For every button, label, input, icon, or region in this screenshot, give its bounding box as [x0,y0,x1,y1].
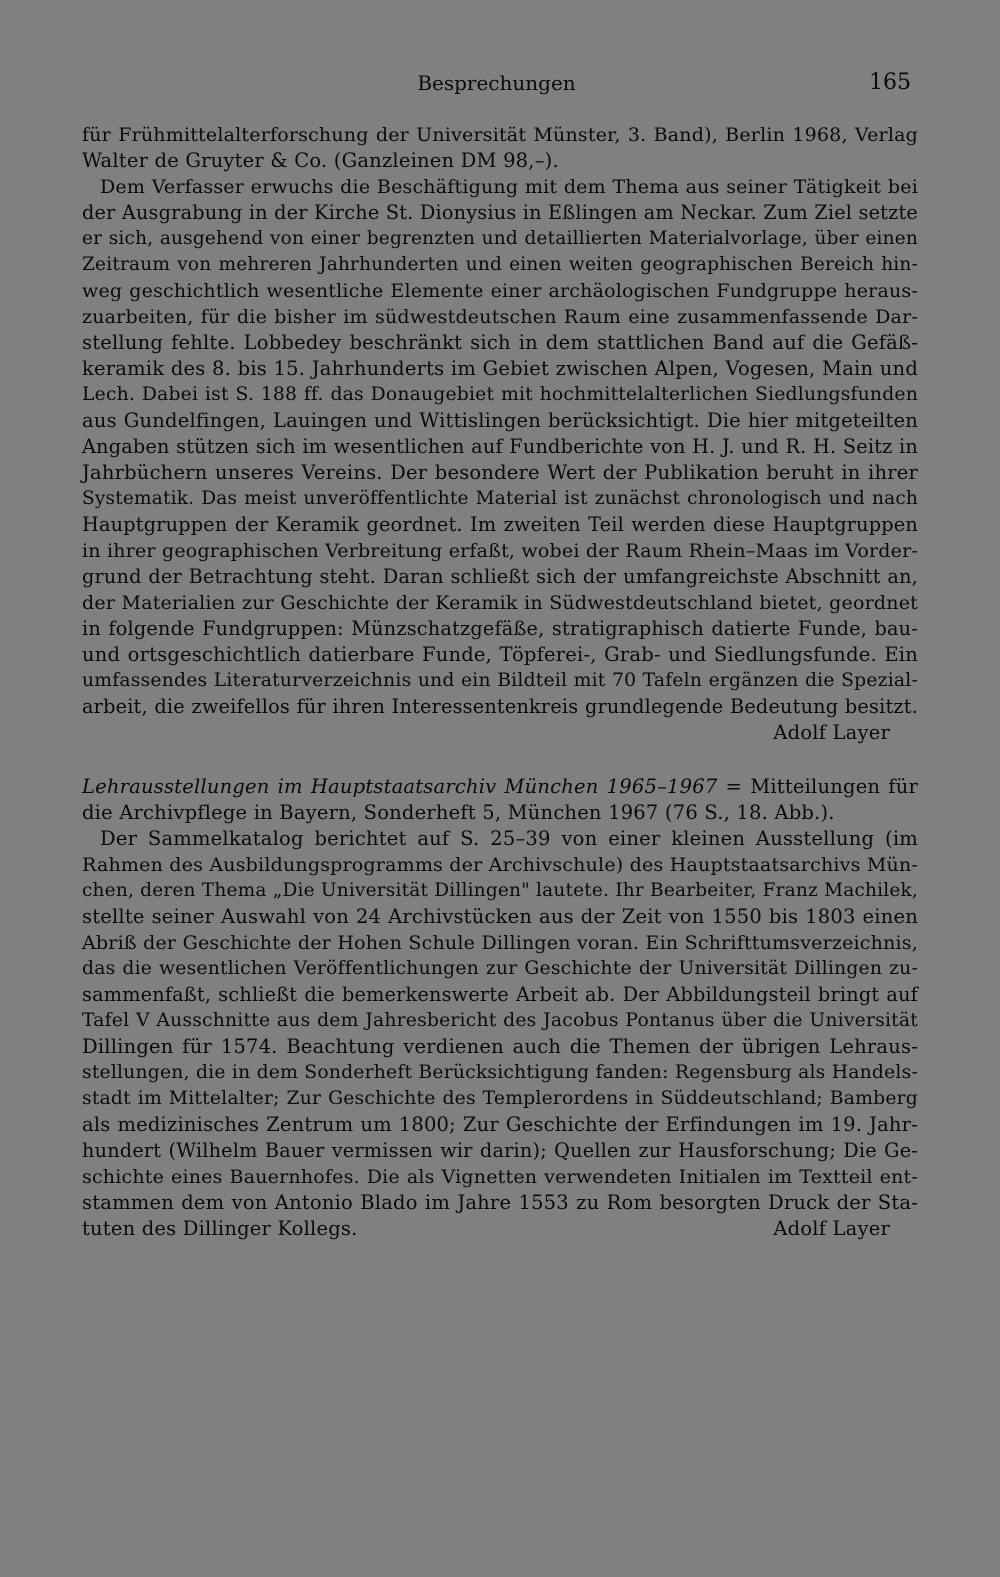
text-line: chen, deren Thema „Die Universität Dillingen" lautete. Ihr Bearbeiter, Franz Machilek, [82,880,918,901]
text-line: Tafel V Ausschnitte aus dem Jahresbericht des Jacobus Pontanus über die Universität [82,1010,918,1031]
text-line: umfassendes Literaturverzeichnis und ein Bildteil mit 70 Tafeln ergänzen die Spezial- [82,670,918,691]
text-line: die Archivpflege in Bayern, Sonderheft 5, München 1967 (76 S., 18. Abb.). [82,801,835,824]
text-line: der Ausgrabung in der Kirche St. Dionysius in Eßlingen am Neckar. Zum Ziel setzte [82,201,918,224]
text-line: Abriß der Geschichte der Hohen Schule Dillingen voran. Ein Schrifttumsverzeichnis, [82,932,918,954]
text-line: tuten des Dillinger Kollegs. [82,1217,358,1240]
text-line: Zeitraum von mehreren Jahrhunderten und einen weiten geographischen Bereich hin- [82,254,918,275]
text-line: Lech. Dabei ist S. 188 ff. das Donaugebiet mit hochmittelalterlichen Siedlungsfunden [82,384,918,405]
text-line: sammenfaßt, schließt die bemerkenswerte Arbeit ab. Der Abbildungsteil bringt auf [82,983,918,1006]
text-line: Rahmen des Ausbildungsprogramms der Archivschule) des Hauptstaatsarchivs Mün- [82,854,918,876]
header-title: Besprechungen [417,71,576,95]
text-line: stadt im Mittelalter; Zur Geschichte des Templerordens in Süddeutschland; Bamberg [82,1088,918,1109]
author-signature: Adolf Layer [773,721,890,744]
text-line: zuarbeiten, für die bisher im südwestdeutschen Raum eine zusammenfassende Dar- [82,306,918,328]
text-line: Dem Verfasser erwuchs die Beschäftigung mit dem Thema aus seiner Tätigkeit bei [100,176,918,198]
text-line: Dillingen für 1574. Beachtung verdienen auch die Themen der übrigen Lehraus- [82,1035,918,1058]
author-signature: Adolf Layer [773,1217,890,1240]
text-line: für Frühmittelalterforschung der Universität Münster, 3. Band), Berlin 1968, Verlag [82,124,918,146]
review-2 [82,774,918,1242]
text-line: arbeit, die zweifellos für ihren Interessentenkreis grundlegende Bedeutung besitzt. [82,695,918,718]
text-line: in folgende Fundgruppen: Münzschatzgefäße, stratigraphisch datierte Funde, bau- [82,617,918,640]
text-line: er sich, ausgehend von einer begrenzten und detaillierten Materialvorlage, über einen [82,228,918,249]
text-line: weg geschichtlich wesentliche Elemente einer archäologischen Fundgruppe heraus- [82,280,918,302]
text-line: Systematik. Das meist unveröffentlichte Material ist zunächst chronologisch und nach [82,488,918,509]
review-title-line [82,774,918,800]
text-line: und ortsgeschichtlich datierbare Funde, Töpferei-, Grab- und Siedlungsfunde. Ein [82,643,918,666]
running-header [82,66,911,100]
final-line [82,1216,918,1242]
text-line: der Materialien zur Geschichte der Keramik in Südwestdeutschland bietet, geordnet [82,592,918,614]
text-line: Hauptgruppen der Keramik geordnet. Im zweiten Teil werden diese Hauptgruppen [82,513,918,536]
text-line: schichte eines Bauernhofes. Die als Vignetten verwendeten Initialen im Textteil ent- [82,1166,918,1188]
text-line: stellte seiner Auswahl von 24 Archivstücken aus der Zeit von 1550 bis 1803 einen [82,905,918,928]
text-line: Walter de Gruyter & Co. (Ganzleinen DM 98,–). [82,149,559,172]
page-number: 165 [869,70,911,95]
series-info: = Mitteilungen für [717,775,918,798]
text-line: Der Sammelkatalog berichtet auf S. 25–39 von einer kleinen Ausstellung (im [100,827,918,850]
text-line: stammen dem von Antonio Blado im Jahre 1553 zu Rom besorgten Druck der Sta- [82,1191,918,1214]
book-title: Lehrausstellungen im Hauptstaatsarchiv München 1965–1967 [82,775,718,798]
text-line: Jahrbüchern unseres Vereins. Der besondere Wert der Publikation beruht in ihrer [82,461,918,484]
text-line: das die wesentlichen Veröffentlichungen zur Geschichte der Universität Dillingen zu- [82,958,918,979]
text-line: stellung fehlte. Lobbedey beschränkt sich in dem stattlichen Band auf die Gefäß- [82,331,918,354]
text-line: als medizinisches Zentrum um 1800; Zur Geschichte der Erfindungen im 19. Jahr- [82,1113,918,1136]
text-line: in ihrer geographischen Verbreitung erfaßt, wobei der Raum Rhein–Maas im Vorder- [82,540,918,562]
text-line: hundert (Wilhelm Bauer vermissen wir darin); Quellen zur Hausforschung; Die Ge- [82,1139,918,1162]
text-line: grund der Betrachtung steht. Daran schließt sich der umfangreichste Abschnitt an, [82,565,918,588]
review-1 [82,122,918,746]
text-line: stellungen, die in dem Sonderheft Berücksichtigung fanden: Regensburg als Handels- [82,1062,918,1083]
text-line: keramik des 8. bis 15. Jahrhunderts im Gebiet zwischen Alpen, Vogesen, Main und [82,357,918,380]
text-line: aus Gundelfingen, Lauingen und Wittislingen berücksichtigt. Die hier mitgeteilten [82,409,918,432]
text-line: Angaben stützen sich im wesentlichen auf Fundberichte von H. J. und R. H. Seitz in [82,435,918,458]
